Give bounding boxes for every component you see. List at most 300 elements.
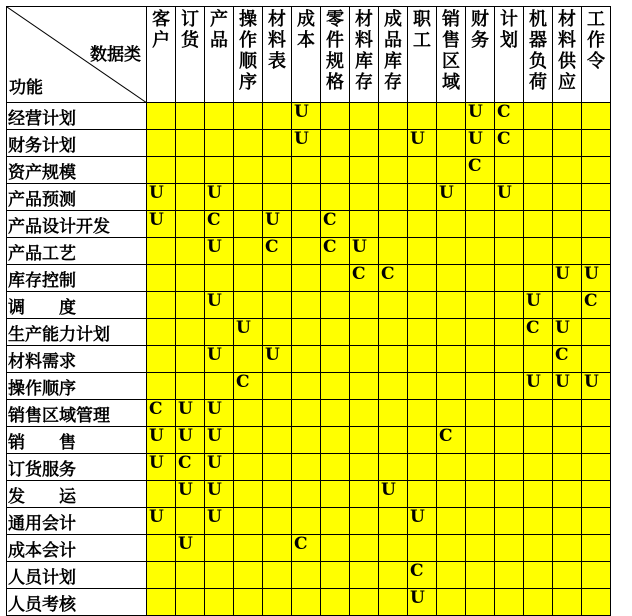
matrix-cell xyxy=(147,346,176,373)
table-row xyxy=(7,427,611,454)
matrix-cell xyxy=(437,346,466,373)
matrix-cell: C xyxy=(321,238,350,265)
matrix-cell xyxy=(379,211,408,238)
matrix-cell xyxy=(321,373,350,400)
function-name: 产品设计开发 xyxy=(7,211,147,238)
matrix-cell xyxy=(147,562,176,589)
column-header xyxy=(321,7,350,103)
matrix-cell: U xyxy=(292,130,321,157)
matrix-cell: C xyxy=(350,265,379,292)
matrix-cell xyxy=(234,454,263,481)
matrix-cell xyxy=(234,184,263,211)
matrix-cell xyxy=(379,454,408,481)
column-header xyxy=(437,7,466,103)
matrix-cell xyxy=(408,238,437,265)
matrix-cell: C xyxy=(321,211,350,238)
matrix-cell: U xyxy=(263,211,292,238)
matrix-cell xyxy=(147,265,176,292)
matrix-cell: U xyxy=(582,265,611,292)
matrix-cell xyxy=(495,535,524,562)
column-header xyxy=(495,7,524,103)
matrix-cell xyxy=(524,211,553,238)
matrix-cell xyxy=(466,562,495,589)
function-name: 产品工艺 xyxy=(7,238,147,265)
matrix-cell xyxy=(582,346,611,373)
matrix-cell xyxy=(321,400,350,427)
matrix-cell xyxy=(553,238,582,265)
matrix-cell xyxy=(437,589,466,616)
matrix-cell xyxy=(292,265,321,292)
matrix-cell xyxy=(292,319,321,346)
matrix-cell: U xyxy=(408,130,437,157)
matrix-cell xyxy=(379,373,408,400)
matrix-cell xyxy=(379,427,408,454)
column-header xyxy=(147,7,176,103)
matrix-cell xyxy=(205,319,234,346)
header-row xyxy=(7,7,611,103)
matrix-cell xyxy=(495,562,524,589)
matrix-cell xyxy=(263,292,292,319)
column-header-label: 成品库存 xyxy=(383,9,402,93)
matrix-cell xyxy=(466,319,495,346)
matrix-cell xyxy=(147,238,176,265)
matrix-cell xyxy=(582,103,611,130)
function-name: 资产规模 xyxy=(7,157,147,184)
matrix-cell xyxy=(437,562,466,589)
matrix-cell xyxy=(466,346,495,373)
matrix-cell xyxy=(495,481,524,508)
matrix-cell xyxy=(234,346,263,373)
matrix-cell xyxy=(263,400,292,427)
matrix-cell xyxy=(524,427,553,454)
matrix-cell xyxy=(263,103,292,130)
matrix-cell: U xyxy=(205,481,234,508)
matrix-cell: U xyxy=(234,319,263,346)
matrix-cell xyxy=(263,508,292,535)
table-row xyxy=(7,211,611,238)
uc-matrix-table xyxy=(6,6,611,616)
matrix-cell xyxy=(553,103,582,130)
matrix-cell xyxy=(292,292,321,319)
matrix-cell xyxy=(350,346,379,373)
matrix-cell xyxy=(176,130,205,157)
column-header-label: 材料供应 xyxy=(557,9,576,93)
matrix-cell xyxy=(176,265,205,292)
matrix-cell xyxy=(408,535,437,562)
matrix-cell: U xyxy=(582,373,611,400)
matrix-cell xyxy=(582,589,611,616)
matrix-cell xyxy=(466,292,495,319)
matrix-cell: U xyxy=(205,400,234,427)
matrix-cell: C xyxy=(263,238,292,265)
matrix-cell xyxy=(379,346,408,373)
matrix-cell: U xyxy=(466,103,495,130)
matrix-cell: U xyxy=(205,454,234,481)
column-header-label: 职工 xyxy=(412,9,431,51)
matrix-cell: U xyxy=(524,373,553,400)
matrix-cell xyxy=(234,400,263,427)
matrix-cell xyxy=(263,427,292,454)
matrix-cell xyxy=(437,319,466,346)
matrix-cell xyxy=(379,157,408,184)
matrix-cell xyxy=(408,346,437,373)
column-header-label: 产品 xyxy=(209,9,228,51)
table-row xyxy=(7,481,611,508)
matrix-cell xyxy=(495,238,524,265)
matrix-cell xyxy=(553,130,582,157)
matrix-cell xyxy=(292,427,321,454)
matrix-cell: C xyxy=(582,292,611,319)
matrix-cell xyxy=(379,508,408,535)
matrix-cell xyxy=(495,589,524,616)
matrix-cell xyxy=(466,589,495,616)
column-header-label: 操作顺序 xyxy=(238,9,257,93)
matrix-cell xyxy=(582,211,611,238)
matrix-cell: C xyxy=(408,562,437,589)
matrix-cell xyxy=(263,481,292,508)
matrix-cell xyxy=(408,427,437,454)
matrix-cell xyxy=(553,292,582,319)
matrix-cell xyxy=(176,103,205,130)
matrix-cell xyxy=(176,292,205,319)
matrix-cell: U xyxy=(147,427,176,454)
matrix-cell xyxy=(234,562,263,589)
matrix-cell xyxy=(147,319,176,346)
matrix-cell xyxy=(263,589,292,616)
matrix-cell xyxy=(321,508,350,535)
matrix-cell xyxy=(553,211,582,238)
function-name: 成本会计 xyxy=(7,535,147,562)
matrix-cell xyxy=(582,400,611,427)
matrix-cell xyxy=(147,535,176,562)
matrix-cell xyxy=(437,481,466,508)
column-header xyxy=(466,7,495,103)
matrix-cell: U xyxy=(176,481,205,508)
matrix-cell xyxy=(321,535,350,562)
matrix-cell xyxy=(176,319,205,346)
matrix-cell: C xyxy=(147,400,176,427)
matrix-cell xyxy=(350,130,379,157)
column-header-label: 计划 xyxy=(499,9,518,51)
function-name: 操作顺序 xyxy=(7,373,147,400)
matrix-cell: U xyxy=(176,400,205,427)
matrix-cell xyxy=(176,562,205,589)
column-header-label: 机器负荷 xyxy=(528,9,547,93)
matrix-cell xyxy=(582,238,611,265)
column-header xyxy=(524,7,553,103)
matrix-cell: U xyxy=(176,427,205,454)
matrix-cell: U xyxy=(408,508,437,535)
matrix-cell xyxy=(582,130,611,157)
matrix-cell xyxy=(524,400,553,427)
matrix-cell xyxy=(292,400,321,427)
matrix-cell xyxy=(263,562,292,589)
matrix-cell xyxy=(495,346,524,373)
matrix-cell xyxy=(495,454,524,481)
matrix-cell xyxy=(437,454,466,481)
matrix-cell xyxy=(553,589,582,616)
matrix-cell: C xyxy=(176,454,205,481)
matrix-cell xyxy=(582,184,611,211)
matrix-cell xyxy=(234,265,263,292)
matrix-cell xyxy=(437,400,466,427)
matrix-cell xyxy=(466,454,495,481)
table-row xyxy=(7,373,611,400)
matrix-cell xyxy=(524,130,553,157)
matrix-cell xyxy=(408,481,437,508)
matrix-cell xyxy=(234,292,263,319)
matrix-cell xyxy=(437,103,466,130)
matrix-cell xyxy=(524,535,553,562)
matrix-cell: U xyxy=(147,454,176,481)
table-row xyxy=(7,238,611,265)
matrix-cell xyxy=(437,130,466,157)
matrix-cell xyxy=(147,481,176,508)
matrix-cell xyxy=(147,589,176,616)
matrix-cell xyxy=(292,373,321,400)
function-name: 库存控制 xyxy=(7,265,147,292)
column-header-label: 客户 xyxy=(151,9,170,51)
matrix-cell: C xyxy=(553,346,582,373)
column-header xyxy=(408,7,437,103)
matrix-cell xyxy=(553,157,582,184)
matrix-cell xyxy=(321,157,350,184)
column-header xyxy=(176,7,205,103)
matrix-cell xyxy=(292,589,321,616)
matrix-cell: U xyxy=(205,346,234,373)
matrix-cell xyxy=(408,319,437,346)
matrix-cell xyxy=(205,157,234,184)
corner-header-cell xyxy=(7,7,147,103)
column-header-label: 财务 xyxy=(470,9,489,51)
matrix-cell xyxy=(524,454,553,481)
matrix-cell: U xyxy=(437,184,466,211)
matrix-cell: C xyxy=(437,427,466,454)
matrix-cell xyxy=(553,454,582,481)
matrix-cell xyxy=(582,562,611,589)
matrix-cell xyxy=(147,157,176,184)
column-header xyxy=(350,7,379,103)
matrix-cell xyxy=(350,373,379,400)
matrix-cell xyxy=(292,508,321,535)
matrix-cell: C xyxy=(524,319,553,346)
matrix-cell xyxy=(437,535,466,562)
matrix-cell xyxy=(495,157,524,184)
column-header xyxy=(205,7,234,103)
matrix-cell xyxy=(466,535,495,562)
matrix-cell: U xyxy=(263,346,292,373)
matrix-cell xyxy=(350,508,379,535)
matrix-cell xyxy=(495,211,524,238)
table-row xyxy=(7,562,611,589)
matrix-cell xyxy=(350,589,379,616)
matrix-cell xyxy=(553,184,582,211)
matrix-cell xyxy=(553,535,582,562)
matrix-cell: C xyxy=(495,130,524,157)
matrix-cell xyxy=(321,265,350,292)
column-header-label: 材料库存 xyxy=(354,9,373,93)
matrix-cell xyxy=(263,535,292,562)
matrix-cell xyxy=(437,292,466,319)
matrix-cell xyxy=(437,373,466,400)
matrix-cell xyxy=(408,103,437,130)
matrix-cell xyxy=(176,238,205,265)
column-header-label: 成本 xyxy=(296,9,315,51)
matrix-cell xyxy=(292,211,321,238)
function-label: 功能 xyxy=(9,78,43,98)
matrix-cell xyxy=(437,211,466,238)
matrix-cell xyxy=(408,211,437,238)
column-header xyxy=(553,7,582,103)
matrix-cell xyxy=(524,103,553,130)
function-name: 发 运 xyxy=(7,481,147,508)
matrix-cell xyxy=(582,319,611,346)
matrix-cell xyxy=(176,211,205,238)
matrix-cell xyxy=(234,508,263,535)
function-name: 销售区域管理 xyxy=(7,400,147,427)
matrix-cell xyxy=(379,130,408,157)
matrix-cell xyxy=(553,562,582,589)
matrix-cell xyxy=(495,319,524,346)
matrix-cell xyxy=(205,265,234,292)
matrix-cell: U xyxy=(495,184,524,211)
matrix-cell xyxy=(350,481,379,508)
matrix-cell: C xyxy=(234,373,263,400)
function-name: 销 售 xyxy=(7,427,147,454)
matrix-cell xyxy=(263,184,292,211)
matrix-cell xyxy=(582,427,611,454)
matrix-cell: C xyxy=(466,157,495,184)
matrix-cell xyxy=(321,184,350,211)
matrix-cell xyxy=(466,265,495,292)
matrix-cell xyxy=(321,103,350,130)
matrix-cell: U xyxy=(553,373,582,400)
matrix-cell xyxy=(350,427,379,454)
matrix-cell xyxy=(524,508,553,535)
matrix-cell xyxy=(292,157,321,184)
matrix-cell xyxy=(582,508,611,535)
matrix-cell: U xyxy=(350,238,379,265)
matrix-cell: U xyxy=(205,184,234,211)
matrix-cell xyxy=(524,184,553,211)
matrix-cell xyxy=(495,265,524,292)
matrix-cell xyxy=(292,238,321,265)
function-name: 生产能力计划 xyxy=(7,319,147,346)
matrix-cell xyxy=(379,238,408,265)
matrix-cell: U xyxy=(205,427,234,454)
matrix-cell xyxy=(292,481,321,508)
matrix-cell xyxy=(147,130,176,157)
matrix-cell xyxy=(379,589,408,616)
table-row xyxy=(7,346,611,373)
matrix-cell xyxy=(147,373,176,400)
matrix-cell xyxy=(263,454,292,481)
matrix-cell xyxy=(408,265,437,292)
matrix-cell xyxy=(466,427,495,454)
matrix-cell xyxy=(408,373,437,400)
matrix-cell xyxy=(176,346,205,373)
matrix-cell xyxy=(408,157,437,184)
matrix-cell xyxy=(205,562,234,589)
matrix-cell xyxy=(466,238,495,265)
column-header-label: 销售区域 xyxy=(441,9,460,93)
function-name: 产品预测 xyxy=(7,184,147,211)
matrix-cell xyxy=(379,535,408,562)
matrix-cell xyxy=(553,508,582,535)
matrix-cell xyxy=(321,562,350,589)
matrix-cell xyxy=(321,427,350,454)
matrix-cell xyxy=(524,346,553,373)
data-class-label: 数据类 xyxy=(90,45,141,65)
matrix-cell xyxy=(292,454,321,481)
matrix-cell xyxy=(495,400,524,427)
matrix-cell xyxy=(466,373,495,400)
matrix-cell: U xyxy=(205,238,234,265)
matrix-cell xyxy=(234,238,263,265)
matrix-cell xyxy=(437,508,466,535)
matrix-cell: C xyxy=(292,535,321,562)
matrix-cell xyxy=(234,157,263,184)
matrix-cell xyxy=(524,589,553,616)
matrix-cell xyxy=(263,319,292,346)
table-row xyxy=(7,454,611,481)
matrix-cell xyxy=(582,481,611,508)
matrix-cell xyxy=(466,481,495,508)
column-header-label: 材料表 xyxy=(267,9,286,72)
matrix-cell xyxy=(234,589,263,616)
matrix-cell: U xyxy=(466,130,495,157)
matrix-cell xyxy=(234,130,263,157)
matrix-cell xyxy=(263,157,292,184)
matrix-cell xyxy=(292,184,321,211)
function-name: 材料需求 xyxy=(7,346,147,373)
column-header-label: 工作令 xyxy=(586,9,605,72)
matrix-cell xyxy=(321,589,350,616)
matrix-cell: U xyxy=(553,265,582,292)
matrix-cell xyxy=(553,427,582,454)
matrix-cell xyxy=(176,508,205,535)
matrix-cell xyxy=(466,400,495,427)
matrix-cell xyxy=(495,508,524,535)
matrix-cell xyxy=(524,265,553,292)
matrix-cell xyxy=(553,481,582,508)
matrix-cell xyxy=(350,157,379,184)
matrix-cell xyxy=(292,562,321,589)
matrix-cell xyxy=(466,211,495,238)
table-row xyxy=(7,130,611,157)
matrix-cell xyxy=(466,184,495,211)
matrix-cell xyxy=(582,535,611,562)
matrix-cell xyxy=(205,589,234,616)
matrix-cell: U xyxy=(205,292,234,319)
column-header-label: 订货 xyxy=(180,9,199,51)
function-name: 人员计划 xyxy=(7,562,147,589)
matrix-cell: U xyxy=(176,535,205,562)
matrix-cell: U xyxy=(147,508,176,535)
column-header xyxy=(234,7,263,103)
table-row xyxy=(7,589,611,616)
table-row xyxy=(7,103,611,130)
matrix-cell xyxy=(408,454,437,481)
matrix-cell: U xyxy=(205,508,234,535)
matrix-cell xyxy=(234,535,263,562)
matrix-cell xyxy=(408,292,437,319)
matrix-cell xyxy=(408,184,437,211)
matrix-cell xyxy=(524,238,553,265)
table-row xyxy=(7,292,611,319)
matrix-cell xyxy=(350,454,379,481)
matrix-cell xyxy=(437,238,466,265)
